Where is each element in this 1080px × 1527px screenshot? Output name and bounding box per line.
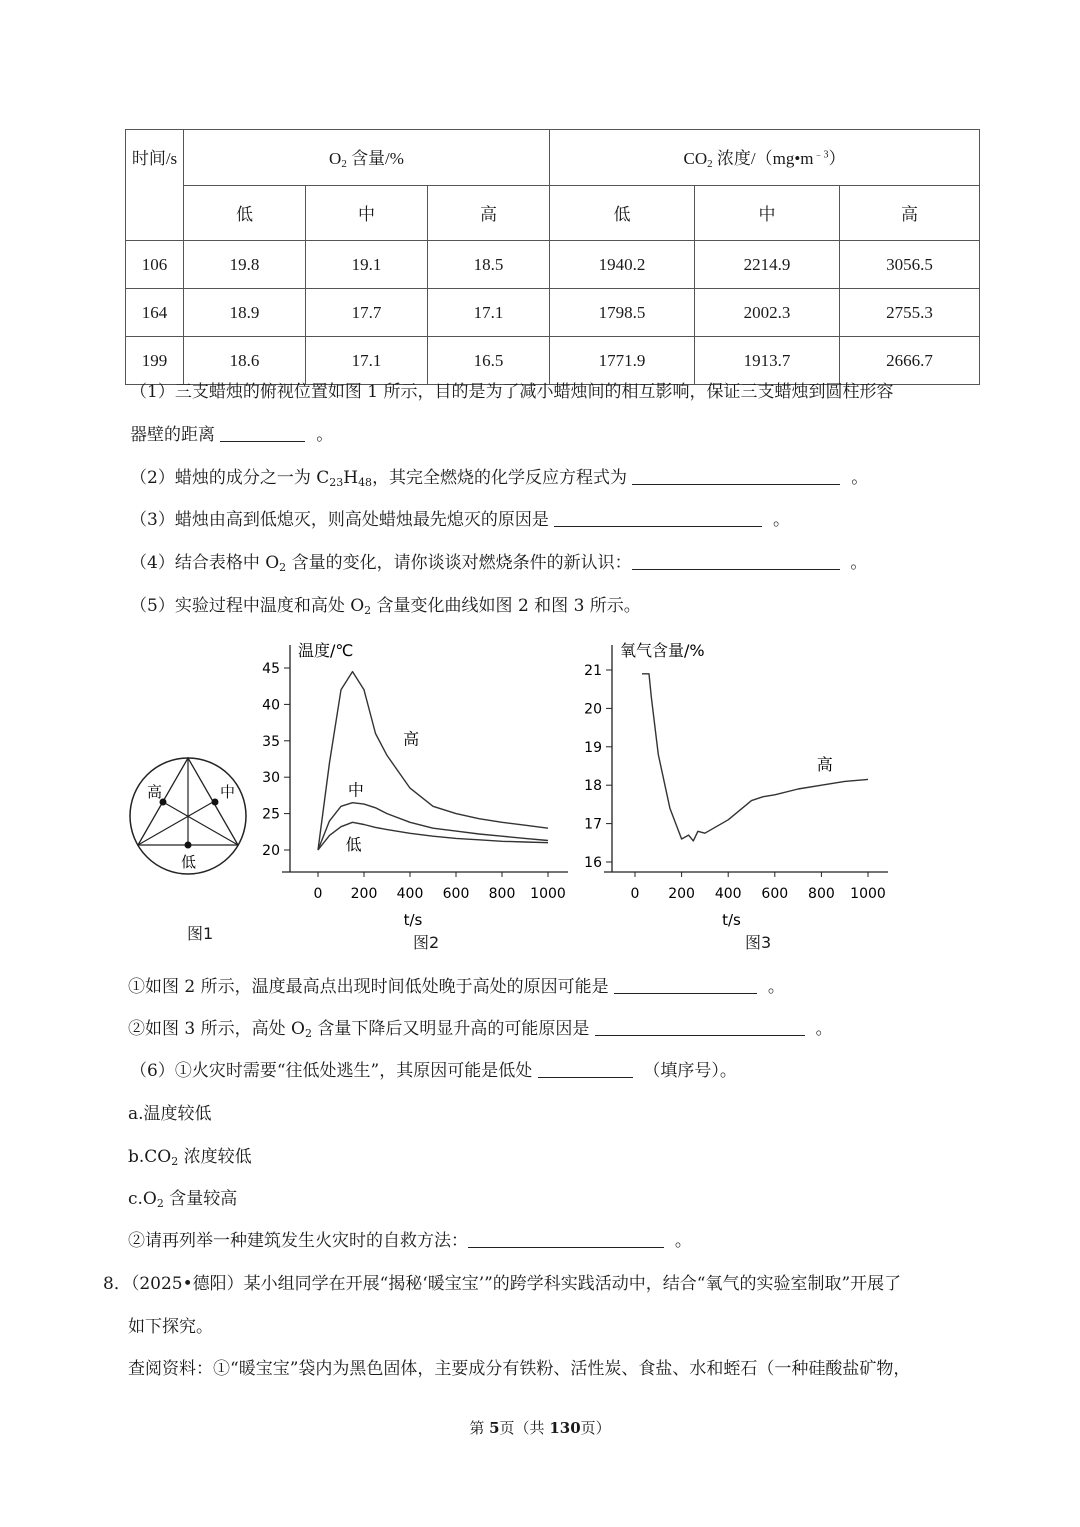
page-footer: 第 5页（共 130页） (469, 1419, 611, 1437)
x-tick-label: 200 (350, 886, 378, 902)
answer-blank[interactable] (614, 975, 757, 994)
figure-3-caption: 图3 (745, 933, 772, 952)
cell: 19.1 (306, 241, 428, 289)
answer-blank[interactable] (220, 423, 305, 442)
series-line-高 (642, 674, 868, 841)
y-tick-label: 21 (584, 663, 602, 679)
level-cell: 高 (840, 185, 980, 241)
level-cell: 高 (428, 185, 550, 241)
x-tick-label: 1000 (530, 886, 566, 902)
figure-1-diagram (125, 750, 255, 890)
y-axis-label: 氧气含量/% (620, 641, 705, 660)
x-tick-label: 200 (668, 886, 695, 902)
y-tick-label: 40 (262, 697, 280, 714)
question-6b: ②请再列举一种建筑发生火灾时的自救方法： 。 (128, 1231, 692, 1251)
y-tick-label: 35 (262, 733, 280, 750)
cell: 17.1 (306, 337, 428, 385)
answer-blank[interactable] (554, 508, 762, 527)
sub-question-1: ①如图 2 所示，温度最高点出现时间低处晚于高处的原因可能是 。 (128, 977, 785, 997)
cell: 3056.5 (840, 241, 980, 289)
x-tick-label: 800 (488, 886, 516, 902)
table-row (126, 241, 980, 289)
option-a: a.温度较低 (128, 1104, 212, 1124)
figure-2-caption: 图2 (413, 933, 440, 952)
level-cell: 中 (695, 185, 840, 241)
question-8-line1: 8．（2025•德阳）某小组同学在开展“揭秘‘暖宝宝’”的跨学科实践活动中，结合“氧气的实验室制取”开展了 (103, 1274, 902, 1294)
cell: 106 (126, 241, 184, 289)
cell: 2214.9 (695, 241, 840, 289)
series-label: 中 (347, 780, 364, 800)
option-b: $b.CO_2$ 浓度较低 (128, 1147, 252, 1168)
question-2: （2）蜡烛的成分之一为 $C_{23}H_{48}$，其完全燃烧的化学反应方程式为 。 (130, 468, 869, 489)
x-tick-label: 600 (761, 886, 789, 902)
series-line-高 (318, 672, 548, 850)
answer-blank[interactable] (538, 1059, 633, 1078)
x-tick-label: 400 (714, 886, 742, 902)
answer-blank[interactable] (632, 551, 840, 570)
cell: 18.6 (184, 337, 306, 385)
series-label: 高 (816, 754, 833, 774)
series-label: 高 (403, 729, 420, 749)
x-tick-label: 1000 (850, 886, 886, 902)
cell: 18.9 (184, 289, 306, 337)
cell: 19.8 (184, 241, 306, 289)
cell: 2755.3 (840, 289, 980, 337)
question-4: （4）结合表格中 $O_2$ 含量的变化，请你谈谈对燃烧条件的新认识： 。 (130, 553, 868, 574)
question-1-line2: 器壁的距离 。 (130, 425, 334, 445)
header-co2: $CO_2$ 浓度$/(mg•m^{﹣3})$ (550, 130, 980, 186)
header-time: 时间/s (126, 130, 184, 241)
y-tick-label: 25 (262, 806, 280, 823)
figure-1-caption: 图1 (187, 924, 214, 943)
y-tick-label: 17 (584, 816, 602, 833)
x-tick-label: 0 (313, 886, 323, 902)
y-tick-label: 16 (584, 855, 602, 871)
cell: 1913.7 (695, 337, 840, 385)
y-axis-label: 温度/℃ (298, 641, 354, 660)
data-table (125, 129, 980, 385)
fig1-label-high: 高 (147, 783, 163, 801)
cell: 164 (126, 289, 184, 337)
answer-blank[interactable] (632, 466, 840, 485)
cell: 2002.3 (695, 289, 840, 337)
cell: 1771.9 (550, 337, 695, 385)
answer-blank[interactable] (468, 1229, 664, 1248)
header-o2: $O_2$ 含量/% (184, 130, 550, 186)
question-8-line3: 查阅资料：①“暖宝宝”袋内为黑色固体，主要成分有铁粉、活性炭、食盐、水和蛭石（一种硅酸盐矿物， (128, 1359, 911, 1379)
y-tick-label: 45 (262, 661, 280, 677)
cell: 16.5 (428, 337, 550, 385)
question-8-line2: 如下探究。 (128, 1317, 213, 1337)
option-c: $c.O_2$ 含量较高 (128, 1189, 238, 1210)
question-5: （5）实验过程中温度和高处 $O_2$ 含量变化曲线如图 2 和图 3 所示。 (130, 596, 641, 617)
level-cell: 低 (184, 185, 306, 241)
table-row (126, 337, 980, 385)
table-row (126, 289, 980, 337)
x-tick-label: 800 (808, 886, 835, 902)
y-tick-label: 20 (584, 701, 602, 718)
question-6: （6）①火灾时需要“往低处逃生”，其原因可能是低处 （填序号）。 (130, 1061, 737, 1081)
x-tick-label: 0 (630, 886, 640, 902)
answer-blank[interactable] (595, 1017, 805, 1036)
y-tick-label: 30 (262, 770, 280, 787)
cell: 1940.2 (550, 241, 695, 289)
x-axis-label: t/s (403, 911, 423, 929)
cell: 17.1 (428, 289, 550, 337)
cell: 17.7 (306, 289, 428, 337)
series-label: 低 (345, 835, 362, 854)
cell: 199 (126, 337, 184, 385)
figure-2-chart (250, 635, 585, 935)
y-tick-label: 18 (584, 778, 602, 795)
y-tick-label: 19 (584, 739, 602, 756)
fig1-label-mid: 中 (220, 783, 236, 801)
cell: 1798.5 (550, 289, 695, 337)
level-cell: 低 (550, 185, 695, 241)
fig1-label-low: 低 (181, 853, 197, 871)
cell: 18.5 (428, 241, 550, 289)
sub-question-2: ②如图 3 所示，高处 $O_2$ 含量下降后又明显升高的可能原因是 。 (128, 1019, 833, 1040)
x-tick-label: 600 (442, 886, 470, 902)
x-tick-label: 400 (396, 886, 424, 902)
question-3: （3）蜡烛由高到低熄灭，则高处蜡烛最先熄灭的原因是 。 (130, 510, 791, 530)
level-cell: 中 (306, 185, 428, 241)
y-tick-label: 20 (262, 843, 280, 859)
cell: 2666.7 (840, 337, 980, 385)
x-axis-label: t/s (722, 911, 741, 929)
question-1-line1: （1）三支蜡烛的俯视位置如图 1 所示，目的是为了减小蜡烛间的相互影响，保证三支蜡烛到圆柱形容 (130, 382, 894, 402)
figure-3-chart (580, 635, 910, 935)
